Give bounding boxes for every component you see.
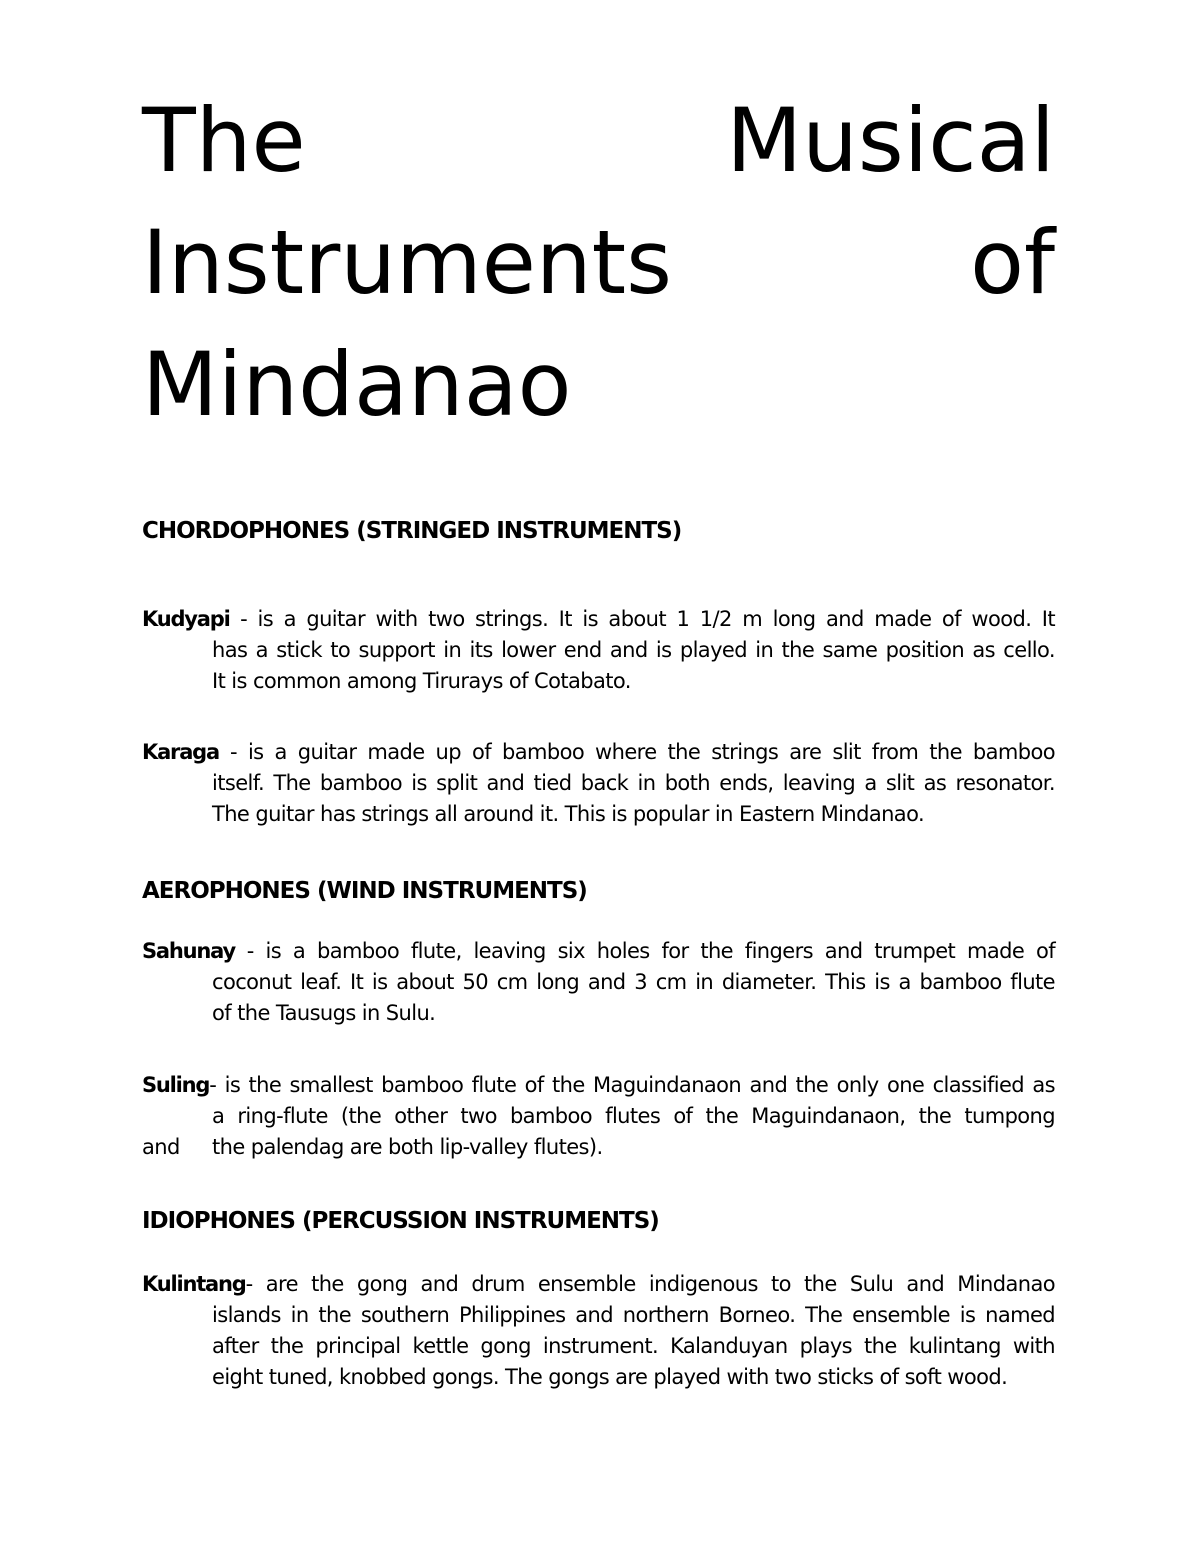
entry-line: after the principal kettle gong instrument. Kalanduyan plays the kulintang with	[212, 1334, 1055, 1358]
entry-first-text: - is a guitar made up of bamboo where the strings are slit from the bamboo	[218, 740, 1055, 764]
entry-line: the palendag are both lip-valley flutes).	[212, 1135, 603, 1159]
entry-term: Sahunay	[142, 939, 235, 963]
entry-line: The guitar has strings all around it. This is popular in Eastern Mindanao.	[212, 802, 925, 826]
title-word-musical: Musical	[726, 89, 1055, 192]
entry-first-line	[142, 604, 1055, 635]
entry-first-line	[142, 737, 1055, 768]
entry-line: itself. The bamboo is split and tied back in both ends, leaving a slit as resonator.	[212, 771, 1055, 795]
entry-kudyapi	[142, 604, 1055, 697]
entry-term: Suling	[142, 1073, 210, 1097]
title-line-1	[142, 80, 1055, 202]
entry-continuation	[142, 967, 1055, 1029]
document-title	[142, 80, 1055, 446]
entry-first-text: - is a bamboo flute, leaving six holes for the fingers and trumpet made of	[234, 939, 1055, 963]
section-heading-chordophones: CHORDOPHONES (STRINGED INSTRUMENTS)	[142, 518, 682, 544]
entry-term: Kulintang	[142, 1272, 246, 1296]
section-heading-aerophones: AEROPHONES (WIND INSTRUMENTS)	[142, 878, 587, 904]
title-word-the: The	[142, 89, 306, 192]
entry-sahunay	[142, 936, 1055, 1029]
entry-line: It is common among Tirurays of Cotabato.	[212, 669, 631, 693]
entry-karaga	[142, 737, 1055, 830]
title-word-mindanao: Mindanao	[142, 333, 572, 436]
entry-line: islands in the southern Philippines and northern Borneo. The ensemble is named	[212, 1303, 1055, 1327]
entry-line: a ring-flute (the other two bamboo flutes of the Maguindanaon, the tumpong	[212, 1104, 1055, 1128]
title-word-instruments: Instruments	[142, 211, 673, 314]
document-page	[142, 80, 1055, 1389]
entry-term: Kudyapi	[142, 607, 230, 631]
entry-continuation	[142, 635, 1055, 697]
hanging-word-and: and	[142, 1135, 180, 1159]
entry-first-text: - is the smallest bamboo flute of the Maguindanaon and the only one classified as	[209, 1073, 1055, 1097]
section-heading-idiophones: IDIOPHONES (PERCUSSION INSTRUMENTS)	[142, 1208, 659, 1234]
entry-first-text: - are the gong and drum ensemble indigenous to the Sulu and Mindanao	[245, 1272, 1055, 1296]
entry-kulintang	[142, 1269, 1055, 1393]
entry-first-line	[142, 936, 1055, 967]
entry-term: Karaga	[142, 740, 219, 764]
entry-first-line	[142, 1269, 1055, 1300]
entry-suling	[142, 1070, 1055, 1163]
entry-line: of the Tausugs in Sulu.	[212, 1001, 436, 1025]
title-word-of: of	[970, 211, 1055, 314]
entry-continuation	[142, 1101, 1055, 1163]
entry-continuation	[142, 768, 1055, 830]
entry-line: has a stick to support in its lower end and is played in the same position as cello.	[212, 638, 1055, 662]
entry-continuation	[142, 1300, 1055, 1393]
title-line-3	[142, 324, 1055, 446]
entry-line: eight tuned, knobbed gongs. The gongs are played with two sticks of soft wood.	[212, 1365, 1008, 1389]
title-line-2	[142, 202, 1055, 324]
entry-line: coconut leaf. It is about 50 cm long and 3 cm in diameter. This is a bamboo flute	[212, 970, 1055, 994]
entry-first-line	[142, 1070, 1055, 1101]
entry-first-text: - is a guitar with two strings. It is about 1 1/2 m long and made of wood. It	[229, 607, 1055, 631]
